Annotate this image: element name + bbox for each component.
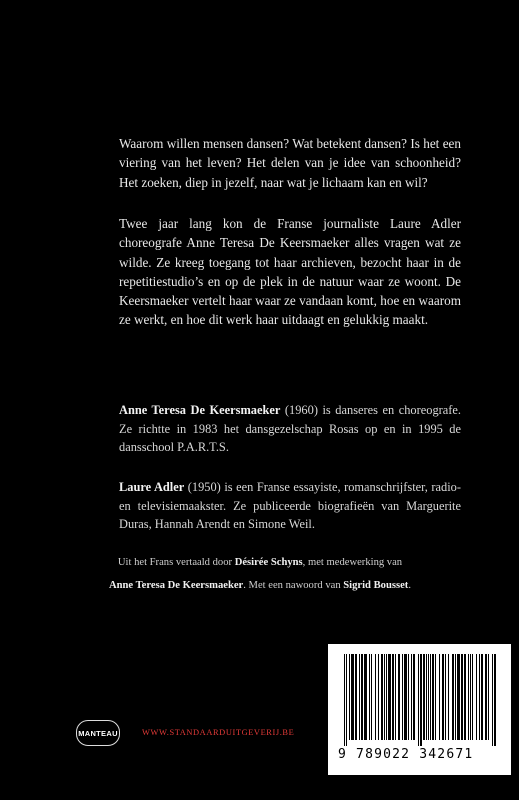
barcode-bar	[418, 654, 419, 746]
barcode-bar	[384, 654, 385, 740]
barcode-bar	[472, 654, 473, 740]
barcode-bar	[461, 654, 463, 740]
barcode-bar	[464, 654, 466, 740]
barcode-bar	[398, 654, 400, 740]
barcode-bar	[457, 654, 460, 740]
author-bio-adler	[119, 478, 461, 533]
barcode-bars	[342, 654, 500, 746]
barcode-bar	[428, 654, 429, 740]
afterword-author-name: Sigrid Bousset	[343, 580, 409, 591]
barcode-bar	[430, 654, 431, 740]
barcode-bar	[359, 654, 360, 740]
barcode-bar	[344, 654, 345, 746]
barcode-bar	[402, 654, 403, 740]
barcode-bar	[435, 654, 436, 740]
barcode-bar	[411, 654, 412, 740]
barcode-bar	[423, 654, 425, 740]
barcode-bar	[386, 654, 387, 740]
barcode-bar	[420, 654, 422, 746]
barcode-bar	[485, 654, 487, 740]
barcode-bar	[378, 654, 379, 740]
barcode-bar	[442, 654, 444, 740]
barcode-bar	[448, 654, 449, 740]
description-paragraph-1: Waarom willen mensen dansen? Wat betekent dansen? Is het een viering van het leven? Het delen van je idee van schoonheid? Het zoeken, diep in jezelf, naar wat je lichaam kan en wil?	[119, 136, 461, 190]
barcode-bar	[371, 654, 372, 740]
barcode-bar	[408, 654, 409, 740]
barcode-bar	[492, 654, 493, 746]
barcode-bar	[375, 654, 376, 740]
bio-name: Anne Teresa De Keersmaeker	[119, 403, 281, 418]
description-paragraph-2: Twee jaar lang kon de Franse journaliste Laure Adler choreografe Anne Teresa De Keersmaeker alles vragen wat ze wilde. Ze kreeg toegang tot haar archieven, bezocht haar in de repetitiestudio’s en op de plek in de natuur waar ze woont. De Keersmaeker vertelt haar waar ze vandaan komt, hoe en waarom ze werkt, en hoe dit werk haar uitdaagt en gelukkig maakt.	[119, 216, 461, 328]
author-bio-de-keersmaeker	[119, 401, 461, 456]
barcode-bar	[392, 654, 394, 740]
barcode-bar	[349, 654, 350, 740]
barcode-bar	[432, 654, 434, 740]
barcode-bar	[481, 654, 483, 740]
translator-name: Désirée Schyns	[234, 557, 303, 568]
barcode-bar	[355, 654, 357, 740]
barcode-bar	[468, 654, 469, 740]
barcode-bar	[439, 654, 440, 740]
barcode-bar	[488, 654, 489, 740]
isbn-barcode	[328, 644, 511, 775]
barcode-bar	[381, 654, 383, 740]
isbn-digits: 9 789022 342671	[338, 747, 474, 762]
barcode-bar	[404, 654, 407, 740]
barcode-bar	[445, 654, 446, 740]
bio-text: (1950) is een Franse essayiste, romanschrijfster, radio- en televisiemaakster. Ze publiceerde biografieën van Marguerite Duras, Hannah Arendt en Simone Weil.	[119, 480, 461, 532]
barcode-bar	[361, 654, 363, 740]
barcode-bar	[364, 654, 367, 740]
manteau-logo	[76, 720, 120, 746]
bio-text: (1960) is danseres en choreografe. Ze richtte in 1983 het dansgezelschap Rosas op en in 1995 de dansschool P.A.R.T.S.	[119, 403, 461, 455]
barcode-bar	[351, 654, 354, 740]
barcode-bar	[479, 654, 480, 740]
translation-credits	[40, 551, 480, 597]
barcode-bar	[452, 654, 454, 740]
credits-line-2: Anne Teresa De Keersmaeker. Met een nawoord van Sigrid Bousset.	[108, 580, 411, 591]
barcode-bar	[395, 654, 396, 740]
barcode-bar	[346, 654, 347, 746]
barcode-bar	[476, 654, 477, 740]
logo-text: MANTEAU	[78, 728, 118, 738]
barcode-bar	[369, 654, 370, 740]
barcode-bar	[426, 654, 427, 740]
barcode-bar	[494, 654, 496, 746]
bio-name: Laure Adler	[119, 480, 185, 495]
barcode-bar	[470, 654, 471, 740]
collaborator-name: Anne Teresa De Keersmaeker	[108, 580, 244, 591]
barcode-bar	[388, 654, 391, 740]
barcode-bar	[413, 654, 415, 740]
barcode-bar	[455, 654, 456, 740]
credits-line-1: Uit het Frans vertaald door Désirée Schyns, met medewerking van	[117, 557, 403, 568]
publisher-url: WWW.STANDAARDUITGEVERIJ.BE	[142, 728, 295, 737]
